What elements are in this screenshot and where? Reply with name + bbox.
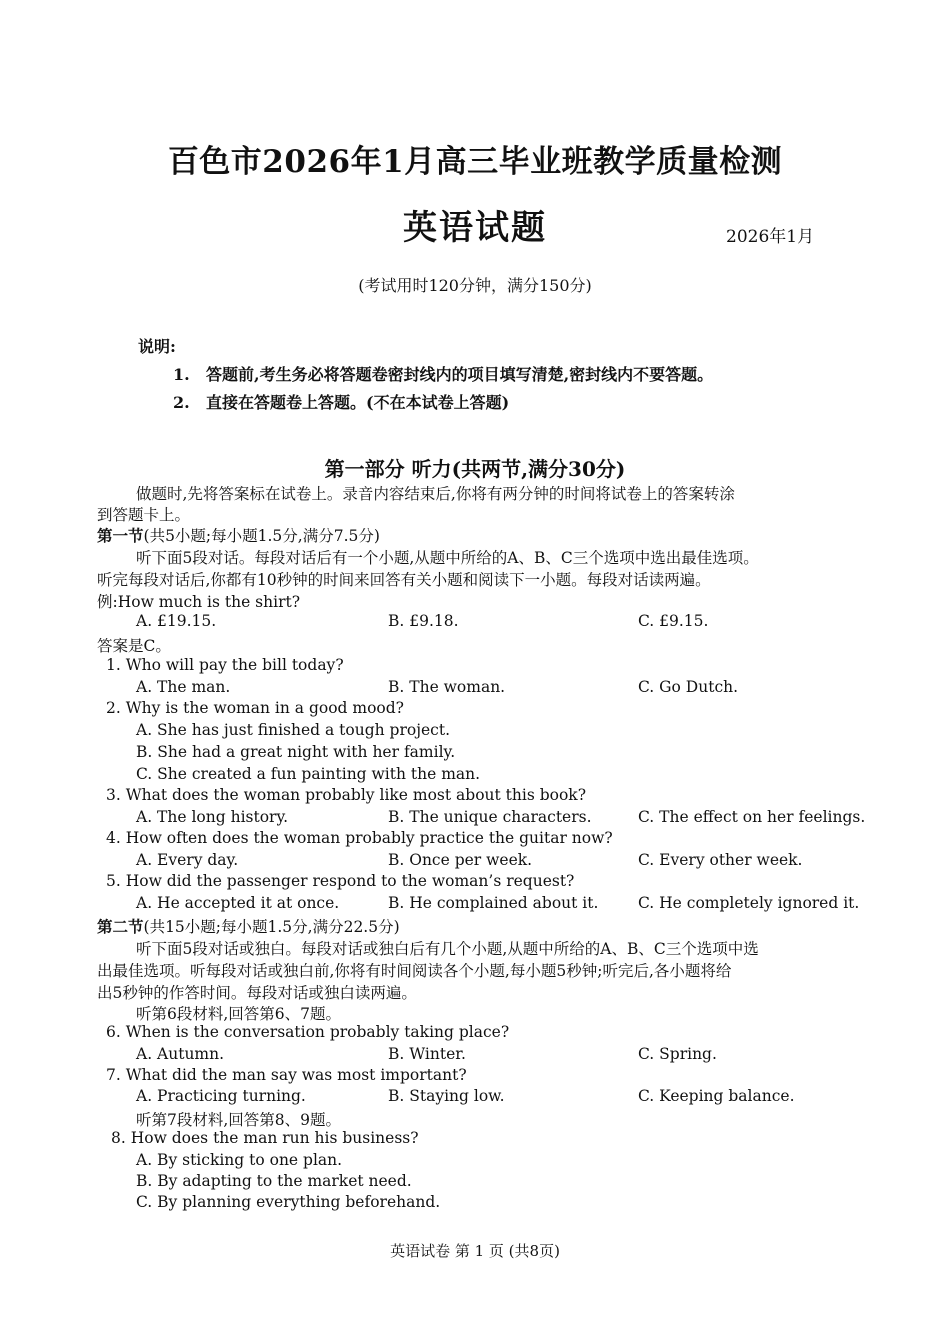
note-text: 直接在答题卷上答题。(不在本试卷上答题)	[206, 393, 510, 412]
q4-option-a: A. Every day.	[136, 851, 239, 869]
section2-instr-line1: 听下面5段对话或独白。每段对话或独白后有几个小题,从题中所给的A、B、C三个选项中选	[136, 940, 759, 958]
question-4: 4. How often does the woman probably practice the guitar now?	[106, 829, 613, 847]
q5-option-c: C. He completely ignored it.	[638, 894, 860, 912]
page-title: 百色市2026年1月高三毕业班教学质量检测	[167, 144, 783, 180]
q3-option-c: C. The effect on her feelings.	[638, 808, 866, 826]
example-question: 例:How much is the shirt?	[97, 593, 301, 611]
material-6-instruction: 听第6段材料,回答第6、7题。	[136, 1005, 342, 1023]
note-item-2	[173, 390, 509, 413]
section1-title-label: 第一节	[97, 526, 144, 545]
question-1: 1. Who will pay the bill today?	[106, 656, 344, 674]
section1-instr-line1: 听下面5段对话。每段对话后有一个小题,从题中所给的A、B、C三个选项中选出最佳选项。	[136, 549, 759, 567]
example-answer: 答案是C。	[97, 637, 171, 655]
exam-info: (考试用时120分钟，满分150分)	[358, 276, 592, 295]
exam-date: 2026年1月	[726, 227, 815, 247]
q2-option-a: A. She has just finished a tough project.	[136, 721, 451, 739]
q4-option-c: C. Every other week.	[638, 851, 803, 869]
q4-option-b: B. Once per week.	[388, 851, 533, 869]
example-option-b: B. £9.18.	[388, 612, 459, 630]
question-7: 7. What did the man say was most important?	[106, 1066, 467, 1084]
question-5: 5. How did the passenger respond to the woman’s request?	[106, 872, 575, 890]
q5-option-b: B. He complained about it.	[388, 894, 599, 912]
q6-option-a: A. Autumn.	[136, 1045, 225, 1063]
part1-title: 第一部分 听力(共两节,满分30分)	[324, 457, 626, 481]
section1-title	[97, 524, 380, 546]
note-num: 2.	[173, 393, 190, 412]
part1-intro-line1: 做题时,先将答案标在试卷上。录音内容结束后,你将有两分钟的时间将试卷上的答案转涂	[136, 485, 735, 503]
section2-instr-line2: 出最佳选项。听每段对话或独白前,你将有时间阅读各个小题,每小题5秒钟;听完后,各小题将给	[97, 962, 732, 980]
q7-option-c: C. Keeping balance.	[638, 1087, 795, 1105]
q2-option-c: C. She created a fun painting with the man.	[136, 765, 481, 783]
section2-instr-line3: 出5秒钟的作答时间。每段对话或独白读两遍。	[97, 984, 417, 1002]
section1-instr-line2: 听完每段对话后,你都有10秒钟的时间来回答有关小题和阅读下一小题。每段对话读两遍。	[97, 571, 711, 589]
q7-option-a: A. Practicing turning.	[136, 1087, 306, 1105]
q3-option-b: B. The unique characters.	[388, 808, 592, 826]
material-7-instruction: 听第7段材料,回答第8、9题。	[136, 1111, 342, 1129]
q6-option-c: C. Spring.	[638, 1045, 717, 1063]
q8-option-a: A. By sticking to one plan.	[136, 1151, 343, 1169]
q2-option-b: B. She had a great night with her family.	[136, 743, 456, 761]
section1-title-rest: (共5小题;每小题1.5分,满分7.5分)	[143, 527, 380, 545]
q5-option-a: A. He accepted it at once.	[136, 894, 340, 912]
note-text: 答题前,考生务必将答题卷密封线内的项目填写清楚,密封线内不要答题。	[206, 365, 714, 384]
part1-intro-line2: 到答题卡上。	[97, 506, 191, 524]
section2-title	[97, 915, 400, 937]
section2-title-rest: (共15小题;每小题1.5分,满分22.5分)	[143, 918, 400, 936]
note-item-1	[173, 362, 713, 385]
notes-label: 说明:	[138, 337, 176, 356]
q8-option-c: C. By planning everything beforehand.	[136, 1193, 441, 1211]
question-3: 3. What does the woman probably like most about this book?	[106, 786, 587, 804]
note-num: 1.	[173, 365, 190, 384]
q1-option-b: B. The woman.	[388, 678, 506, 696]
q3-option-a: A. The long history.	[136, 808, 289, 826]
q6-option-b: B. Winter.	[388, 1045, 466, 1063]
section2-title-label: 第二节	[97, 917, 144, 936]
question-8: 8. How does the man run his business?	[111, 1129, 419, 1147]
q7-option-b: B. Staying low.	[388, 1087, 505, 1105]
q8-option-b: B. By adapting to the market need.	[136, 1172, 412, 1190]
page-footer: 英语试卷 第 1 页 (共8页)	[390, 1242, 560, 1260]
example-option-c: C. £9.15.	[638, 612, 709, 630]
question-2: 2. Why is the woman in a good mood?	[106, 699, 404, 717]
page-subtitle: 英语试题	[403, 208, 547, 248]
question-6: 6. When is the conversation probably taking place?	[106, 1023, 510, 1041]
q1-option-a: A. The man.	[136, 678, 231, 696]
example-option-a: A. £19.15.	[136, 612, 217, 630]
q1-option-c: C. Go Dutch.	[638, 678, 739, 696]
